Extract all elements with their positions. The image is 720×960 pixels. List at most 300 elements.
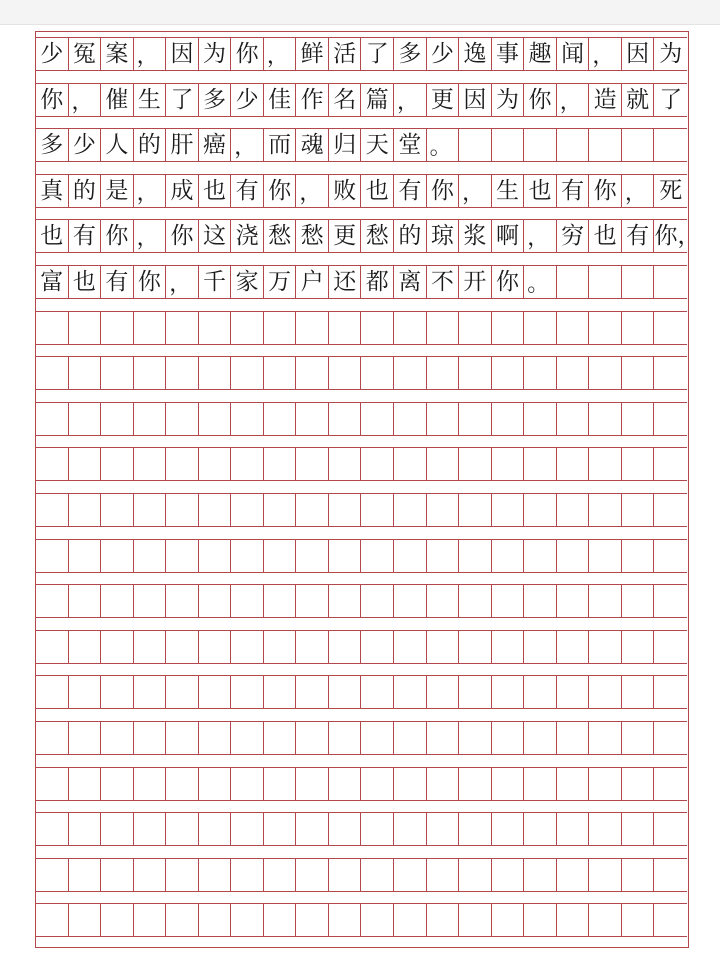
- grid-cell-empty: [557, 539, 590, 573]
- grid-cell-empty: [394, 675, 427, 709]
- grid-cell-empty: [557, 858, 590, 892]
- grid-cell-empty: [362, 858, 395, 892]
- grid-cell-empty: [296, 356, 329, 390]
- grid-cell-empty: [622, 630, 655, 664]
- grid-cell-char: 败: [329, 174, 362, 208]
- grid-cell-empty: [589, 447, 622, 481]
- grid-cell-empty: [264, 539, 297, 573]
- grid-cell-empty: [36, 493, 69, 527]
- grid-cell-empty: [69, 356, 102, 390]
- grid-row: [36, 311, 687, 345]
- grid-cell-empty: [329, 311, 362, 345]
- grid-cell-empty: [394, 493, 427, 527]
- grid-cell-empty: [589, 903, 622, 937]
- grid-cell-empty: [199, 584, 232, 618]
- grid-cell-empty: [296, 767, 329, 801]
- grid-cell-empty: [362, 675, 395, 709]
- grid-cell-empty: [231, 767, 264, 801]
- grid-cell-char: 更: [329, 219, 362, 253]
- grid-cell-empty: [492, 402, 525, 436]
- grid-cell-char: 浇: [231, 219, 264, 253]
- grid-cell-char: 你: [36, 83, 69, 117]
- grid-cell-empty: [394, 356, 427, 390]
- grid-cell-empty: [264, 630, 297, 664]
- grid-cell-empty: [199, 402, 232, 436]
- grid-cell-char: ，: [394, 83, 427, 117]
- grid-cell-empty: [492, 447, 525, 481]
- grid-cell-empty: [622, 539, 655, 573]
- grid-cell-char: 也: [69, 265, 102, 299]
- grid-cell-empty: [589, 812, 622, 846]
- grid-cell-char: 为: [659, 41, 683, 67]
- grid-cell-empty: [394, 584, 427, 618]
- grid-cell-char: 归: [329, 128, 362, 162]
- grid-cell-empty: [394, 721, 427, 755]
- grid-cell-empty: [459, 356, 492, 390]
- grid-cell-char: 少: [427, 37, 460, 71]
- grid-cell-char: 你: [427, 174, 460, 208]
- grid-cell-empty: [654, 767, 687, 801]
- grid-cell-char: 事: [492, 37, 525, 71]
- grid-cell-empty: [231, 493, 264, 527]
- grid-cell-char: 了: [166, 83, 199, 117]
- grid-cell-empty: [69, 812, 102, 846]
- grid-cell-empty: [427, 767, 460, 801]
- grid-cell-empty: [524, 128, 557, 162]
- grid-cell-char: 也: [524, 174, 557, 208]
- grid-cell-empty: [134, 767, 167, 801]
- grid-cell-empty: [557, 675, 590, 709]
- grid-cell-empty: [524, 721, 557, 755]
- grid-cell-empty: [459, 402, 492, 436]
- grid-cell-empty: [166, 630, 199, 664]
- grid-cell-empty: [296, 858, 329, 892]
- grid-cell-empty: [622, 493, 655, 527]
- grid-cell-empty: [654, 447, 687, 481]
- grid-cell-empty: [296, 493, 329, 527]
- grid-cell-char: 是: [101, 174, 134, 208]
- grid-cell-empty: [492, 539, 525, 573]
- grid-cell-empty: [427, 539, 460, 573]
- top-band: [0, 0, 720, 25]
- grid-cell-empty: [199, 539, 232, 573]
- grid-row: [36, 447, 687, 481]
- grid-cell-empty: [134, 402, 167, 436]
- grid-cell-empty: [492, 128, 525, 162]
- grid-cell-char: 为: [492, 83, 525, 117]
- grid-cell-char: ，: [524, 219, 557, 253]
- grid-cell-empty: [589, 858, 622, 892]
- grid-cell-empty: [524, 311, 557, 345]
- grid-cell-empty: [166, 356, 199, 390]
- grid-cell-empty: [36, 675, 69, 709]
- grid-cell-empty: [557, 356, 590, 390]
- grid-cell-empty: [459, 675, 492, 709]
- grid-cell-empty: [524, 630, 557, 664]
- grid-cell-empty: [492, 675, 525, 709]
- grid-cell-empty: [459, 903, 492, 937]
- grid-cell-empty: [459, 721, 492, 755]
- grid-cell-empty: [69, 858, 102, 892]
- grid-cell-empty: [329, 402, 362, 436]
- grid-cell-char: 癌: [199, 128, 232, 162]
- grid-cell-char: 也: [362, 174, 395, 208]
- grid-cell-char: 。: [524, 265, 557, 299]
- grid-cell-empty: [557, 721, 590, 755]
- grid-cell-empty: [199, 767, 232, 801]
- grid-cell-empty: [101, 402, 134, 436]
- grid-cell-empty: [134, 675, 167, 709]
- grid-cell-char: 愁: [296, 219, 329, 253]
- grid-cell-empty: [199, 721, 232, 755]
- grid-cell-empty: [459, 128, 492, 162]
- grid-cell-empty: [557, 128, 590, 162]
- grid-cell-char: 造: [589, 83, 622, 117]
- grid-cell-empty: [134, 493, 167, 527]
- grid-cell-empty: [394, 447, 427, 481]
- grid-cell-empty: [231, 539, 264, 573]
- grid-cell-empty: [394, 630, 427, 664]
- grid-cell-empty: [329, 356, 362, 390]
- grid-cell-empty: [524, 858, 557, 892]
- grid-cell-empty: [362, 630, 395, 664]
- grid-cell-char: 而: [264, 128, 297, 162]
- grid-cell-char: 多: [199, 83, 232, 117]
- grid-cell-empty: [622, 402, 655, 436]
- grid-cell-empty: [622, 356, 655, 390]
- grid-cell-empty: [459, 539, 492, 573]
- grid-cell-char: 多: [394, 37, 427, 71]
- grid-cell-char: 这: [199, 219, 232, 253]
- grid-cell-empty: [622, 311, 655, 345]
- grid-cell-empty: [231, 858, 264, 892]
- grid-cell-empty: [36, 812, 69, 846]
- grid-cell-empty: [459, 584, 492, 618]
- grid-cell-char: 有: [101, 265, 134, 299]
- grid-cell-char: 穷: [557, 219, 590, 253]
- grid-cell-empty: [329, 858, 362, 892]
- grid-cell-empty: [427, 630, 460, 664]
- grid-cell-empty: [296, 539, 329, 573]
- grid-cell-char: ，: [589, 37, 622, 71]
- grid-cell-empty: [231, 356, 264, 390]
- grid-cell-empty: [231, 630, 264, 664]
- grid-cell-empty: [459, 493, 492, 527]
- grid-cell-char: 千: [199, 265, 232, 299]
- grid-cell-empty: [69, 311, 102, 345]
- grid-cell-empty: [459, 447, 492, 481]
- grid-cell-empty: [69, 630, 102, 664]
- grid-cell-char: 也: [589, 219, 622, 253]
- grid-cell-empty: [134, 812, 167, 846]
- grid-cell-empty: [492, 903, 525, 937]
- grid-cell-empty: [36, 903, 69, 937]
- grid-cell-empty: [427, 584, 460, 618]
- grid-cell-char: 少: [69, 128, 102, 162]
- grid-cell-empty: [589, 311, 622, 345]
- grid-cell-empty: [134, 858, 167, 892]
- grid-cell-empty: [524, 539, 557, 573]
- grid-cell-empty: [101, 630, 134, 664]
- grid-cell-empty: [362, 767, 395, 801]
- grid-cell-empty: [166, 675, 199, 709]
- grid-cell-empty: [231, 903, 264, 937]
- grid-cell-empty: [296, 903, 329, 937]
- grid-cell-empty: [622, 903, 655, 937]
- grid-cell-empty: [134, 447, 167, 481]
- grid-cell-empty: [264, 858, 297, 892]
- grid-cell-char: 愁: [362, 219, 395, 253]
- grid-cell-empty: [69, 767, 102, 801]
- grid-cell-empty: [264, 721, 297, 755]
- grid-cell-empty: [557, 584, 590, 618]
- grid-cell-empty: [166, 402, 199, 436]
- grid-cell-empty: [231, 584, 264, 618]
- grid-cell-empty: [166, 721, 199, 755]
- grid-cell-empty: [589, 675, 622, 709]
- grid-cell-empty: [296, 675, 329, 709]
- grid-cell-empty: [231, 675, 264, 709]
- grid-cell-empty: [524, 903, 557, 937]
- grid-cell-empty: [427, 903, 460, 937]
- grid-cell-empty: [557, 265, 590, 299]
- grid-row: [36, 37, 687, 71]
- grid-row: [36, 128, 687, 162]
- grid-row: [36, 584, 687, 618]
- grid-cell-empty: [362, 903, 395, 937]
- grid-cell-empty: [199, 493, 232, 527]
- grid-cell-empty: [36, 584, 69, 618]
- grid-cell-empty: [199, 903, 232, 937]
- grid-cell-empty: [101, 493, 134, 527]
- grid-cell-empty: [589, 402, 622, 436]
- grid-cell-empty: [134, 356, 167, 390]
- grid-cell-empty: [589, 493, 622, 527]
- grid-cell-char: 离: [394, 265, 427, 299]
- grid-cell-char: 也: [199, 174, 232, 208]
- grid-cell-empty: [589, 539, 622, 573]
- grid-cell-char: 浆: [459, 219, 492, 253]
- grid-cell-empty: [524, 675, 557, 709]
- grid-cell-char: 真: [36, 174, 69, 208]
- grid-cell-char: 趣: [524, 37, 557, 71]
- grid-row: [36, 219, 701, 253]
- grid-cell-empty: [264, 675, 297, 709]
- grid-cell-empty: [264, 812, 297, 846]
- grid-cell-empty: [362, 584, 395, 618]
- grid-cell-empty: [427, 447, 460, 481]
- grid-cell-char: 也: [36, 219, 69, 253]
- grid-cell-empty: [166, 584, 199, 618]
- grid-cell-char: 就: [622, 83, 655, 117]
- grid-cell-empty: [69, 903, 102, 937]
- grid-row: [36, 356, 687, 390]
- grid-cell-char: ，: [622, 174, 655, 208]
- grid-cell-char: 因: [166, 37, 199, 71]
- grid-cell-empty: [329, 721, 362, 755]
- manuscript-paper: [35, 31, 701, 948]
- grid-cell-char: 。: [427, 128, 460, 162]
- grid-cell-empty: [329, 812, 362, 846]
- grid-cell-char: 你: [101, 219, 134, 253]
- grid-cell-char: ，: [134, 219, 167, 253]
- grid-cell-char: 多: [36, 128, 69, 162]
- grid-cell-char: 成: [166, 174, 199, 208]
- grid-row: [36, 903, 687, 937]
- grid-row: [36, 493, 687, 527]
- grid-cell-empty: [264, 356, 297, 390]
- grid-cell-char: ，: [557, 83, 590, 117]
- grid-cell-char: 的: [134, 128, 167, 162]
- grid-cell-empty: [589, 128, 622, 162]
- grid-cell-empty: [589, 721, 622, 755]
- grid-cell-empty: [492, 858, 525, 892]
- grid-cell-char: 名: [329, 83, 362, 117]
- grid-cell-empty: [427, 858, 460, 892]
- grid-cell-empty: [134, 539, 167, 573]
- grid-cell-empty: [459, 812, 492, 846]
- grid-cell-empty: [589, 584, 622, 618]
- grid-cell-char: ，: [459, 174, 492, 208]
- grid-cell-empty: [134, 903, 167, 937]
- grid-cell-char: ，: [296, 174, 329, 208]
- grid-cell-char: 肝: [166, 128, 199, 162]
- grid-row: [36, 630, 687, 664]
- grid-cell-empty: [264, 493, 297, 527]
- grid-cell-char: 你: [166, 219, 199, 253]
- grid-cell-empty: [654, 584, 687, 618]
- grid-cell-empty: [589, 630, 622, 664]
- grid-cell-empty: [231, 721, 264, 755]
- grid-row: [36, 767, 687, 801]
- grid-cell-char: 开: [459, 265, 492, 299]
- grid-cell-char: 少: [231, 83, 264, 117]
- grid-cell-empty: [36, 311, 69, 345]
- grid-cell-empty: [264, 311, 297, 345]
- grid-row: [36, 265, 687, 299]
- grid-cell-empty: [394, 858, 427, 892]
- grid-cell-char: 琼: [427, 219, 460, 253]
- grid-cell-empty: [36, 356, 69, 390]
- grid-cell-empty: [36, 402, 69, 436]
- grid-cell-empty: [134, 721, 167, 755]
- grid-cell-empty: [69, 447, 102, 481]
- grid-cell-empty: [427, 493, 460, 527]
- grid-cell-empty: [329, 447, 362, 481]
- grid-cell-empty: [166, 447, 199, 481]
- grid-cell-empty: [69, 675, 102, 709]
- grid-cell-empty: [427, 356, 460, 390]
- grid-cell-empty: [101, 539, 134, 573]
- grid-cell-empty: [622, 128, 655, 162]
- grid-cell-empty: [654, 311, 687, 345]
- grid-cell-empty: [101, 675, 134, 709]
- grid-cell-empty: [329, 493, 362, 527]
- grid-cell-empty: [492, 584, 525, 618]
- grid-cell-empty: [296, 311, 329, 345]
- grid-cell-empty: [199, 311, 232, 345]
- grid-cell-empty: [166, 493, 199, 527]
- grid-cell-empty: [199, 675, 232, 709]
- grid-cell-empty: [36, 767, 69, 801]
- grid-cell-empty: [394, 903, 427, 937]
- grid-cell-char: 都: [362, 265, 395, 299]
- grid-cell-empty: [101, 767, 134, 801]
- grid-cell-char: 你，: [654, 223, 701, 250]
- grid-cell-empty: [101, 812, 134, 846]
- grid-cell-empty: [69, 721, 102, 755]
- grid-cell-empty: [654, 675, 687, 709]
- grid-cell-empty: [134, 630, 167, 664]
- grid-cell-char: 还: [329, 265, 362, 299]
- grid-cell-empty: [199, 630, 232, 664]
- grid-cell-empty: [101, 584, 134, 618]
- grid-cell-char: 有: [622, 219, 655, 253]
- grid-cell-empty: [524, 584, 557, 618]
- grid-cell-empty: [36, 630, 69, 664]
- grid-cell-empty: [654, 128, 687, 162]
- grid-cell-empty: [492, 356, 525, 390]
- grid-cell-empty: [557, 493, 590, 527]
- grid-cell-empty: [166, 539, 199, 573]
- grid-cell-empty: [264, 903, 297, 937]
- grid-cell-empty: [166, 767, 199, 801]
- grid-cell-empty: [654, 858, 687, 892]
- grid-cell-char: 佳: [264, 83, 297, 117]
- grid-cell-char: 活: [329, 37, 362, 71]
- grid-cell-empty: [296, 630, 329, 664]
- grid-cell-empty: [622, 675, 655, 709]
- grid-cell-empty: [329, 903, 362, 937]
- grid-cell-char: 死: [659, 177, 683, 204]
- grid-cell-empty: [362, 493, 395, 527]
- grid-cell-char: 冤: [69, 37, 102, 71]
- grid-cell-empty: [654, 903, 687, 937]
- grid-cell-char: ，: [134, 37, 167, 71]
- grid-cell-empty: [296, 812, 329, 846]
- grid-cell-empty: [36, 858, 69, 892]
- grid-cell-empty: [427, 402, 460, 436]
- grid-cell-empty: [654, 402, 687, 436]
- grid-cell-char: 你: [589, 174, 622, 208]
- grid-cell-empty: [394, 311, 427, 345]
- grid-cell-empty: [622, 447, 655, 481]
- grid-cell-empty: [231, 447, 264, 481]
- grid-cell-empty: [557, 402, 590, 436]
- grid-cell-empty: [362, 402, 395, 436]
- grid-cell-char: ，: [134, 174, 167, 208]
- grid-cell-char: 天: [362, 128, 395, 162]
- grid-cell-empty: [134, 311, 167, 345]
- grid-cell-empty: [69, 402, 102, 436]
- grid-cell-empty: [199, 858, 232, 892]
- grid-cell-empty: [492, 630, 525, 664]
- grid-cell-empty: [459, 858, 492, 892]
- grid-cell-empty: [654, 356, 687, 390]
- grid-cell-empty: [362, 447, 395, 481]
- grid-cell-empty: [101, 858, 134, 892]
- grid-cell-empty: [101, 447, 134, 481]
- grid-cell-empty: [492, 812, 525, 846]
- grid-cell-empty: [394, 402, 427, 436]
- grid-cell-empty: [459, 311, 492, 345]
- grid-cell-empty: [654, 812, 687, 846]
- grid-cell-empty: [166, 311, 199, 345]
- grid-row: [36, 174, 687, 208]
- grid-cell-char: 人: [101, 128, 134, 162]
- grid-cell-char: ，: [166, 265, 199, 299]
- grid-cell-empty: [101, 311, 134, 345]
